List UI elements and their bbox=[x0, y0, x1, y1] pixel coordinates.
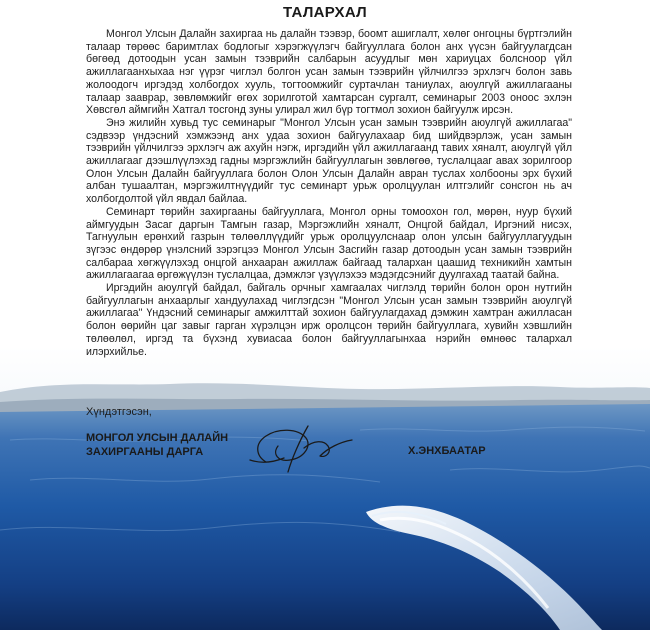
signer-name: Х.ЭНХБААТАР bbox=[408, 445, 486, 457]
paragraph-3: Семинарт төрийн захиргааны байгууллага, Монгол орны томоохон гол, мөрөн, нуур бүхий аймгуудын Засаг даргын Тамгын газар, Мэргэжлийн хяналт, Онцгой байдал, Иргэний нисэх, Тагнуулын ерөнхий газрын төлөөллүүдийг урьж оролцуулснаар олон улсын байгууллагуудын зүгээс өндөрөр үнэлсний зэрэгцээ Монгол Улсын Засгийн газар дотоодын усан замын тээврийн салбараа хөгжүүлэхэд онцгой анхааран ажиллаж байгаад талархан цаашид техникийн хамтын ажиллагаагаа өргөжүүлэн туслалцаа, дэмжлэг үзүүлэхээ мэдэгдсэнийг дуулгахад таатай байна. bbox=[86, 205, 572, 282]
signer-position-line-2: ЗАХИРГААНЫ ДАРГА bbox=[86, 446, 204, 458]
paragraph-4: Иргэдийн аюулгүй байдал, байгаль орчныг хамгаалах чиглэлд төрийн болон орон нутгийн байгууллагын анхаарлыг хандуулахад чиглэгдсэн "Монгол Улсын усан замын тээврийн аюулгүй ажиллагаа" Үндэсний семинарыг амжилттай зохион байгуулагдахад дэмжин хамтран ажилласан болон өөрийн цаг завыг гарган хүрэлцэн ирж оролцсон төрийн байгууллага, хувийн хэвшлийн төлөөлөл, иргэд та бүхэнд хувиасаа болон байгууллагынхаа нэрийн өмнөөс талархал илэрхийлье. bbox=[86, 282, 572, 358]
handwritten-signature bbox=[248, 418, 360, 476]
signer-position-line-1: МОНГОЛ УЛСЫН ДАЛАЙН bbox=[86, 432, 229, 444]
paragraph-2: Энэ жилийн хувьд тус семинарыг "Монгол Улсын усан замын тээврийн аюулгүй ажиллагаа" сэдвээр үндэсний хэмжээнд анх удаа зохион байгуулахаар бид шийдвэрлэж, усан замын тээврийн үйлчилгээ эрхлэгч аж ахуйн нэгж, иргэдийн үйл ажиллагаанд тавих хяналт, аюулгүй үйл ажиллагааг дээшлүүлэхэд гадны мэргэжлийн байгууллагын зөвлөгөө, туслалцааг авах зорилгоор Олон Улсын Далайн байгууллага болон Олон Улсын Далайн авран туслах холбооны эрх бүхий албан тушаалтан, мэргэжилтнүүдийг тус семинарт урьж оролцуулан илтгэлийг сонсгон нь ач холбогдолтой үйл явдал байлаа. bbox=[86, 116, 572, 206]
closing-greeting: Хүндэтгэсэн, bbox=[86, 406, 152, 418]
paragraph-1: Монгол Улсын Далайн захиргаа нь далайн тээвэр, боомт ашиглалт, хөлөг онгоцны бүртгэлийн талаар төрөөс баримтлах бодлогыг хэрэгжүүлэгч байгууллага болон анх үүсэн байгуулагдсан бөгөөд дотоодын усан замын тээврийн салбарын асуудлыг мөн хариуцах болсноор үйл ажиллагаанхыхаа нэг үүрэг чиглэл болгон усан замын тээврийн үйлчилгээ эрхлэгч болон завь жолоодогч иргэдэд холбогдох хууль, тогтоомжийг суртачлан таниулах, аюулгүй ажиллагааны талаар зааврар, зөвлөмжийг өгөх зорилготой хамтарсан сургалт, семинарыг 2003 оноос эхлэн Хөвсгөл аймгийн Хатгал тосгонд зуны улирал жил бүр тогтмол зохион байгуулж ирсэн. bbox=[86, 28, 572, 117]
document-title: ТАЛАРХАЛ bbox=[283, 4, 367, 21]
letter-body bbox=[86, 28, 572, 358]
